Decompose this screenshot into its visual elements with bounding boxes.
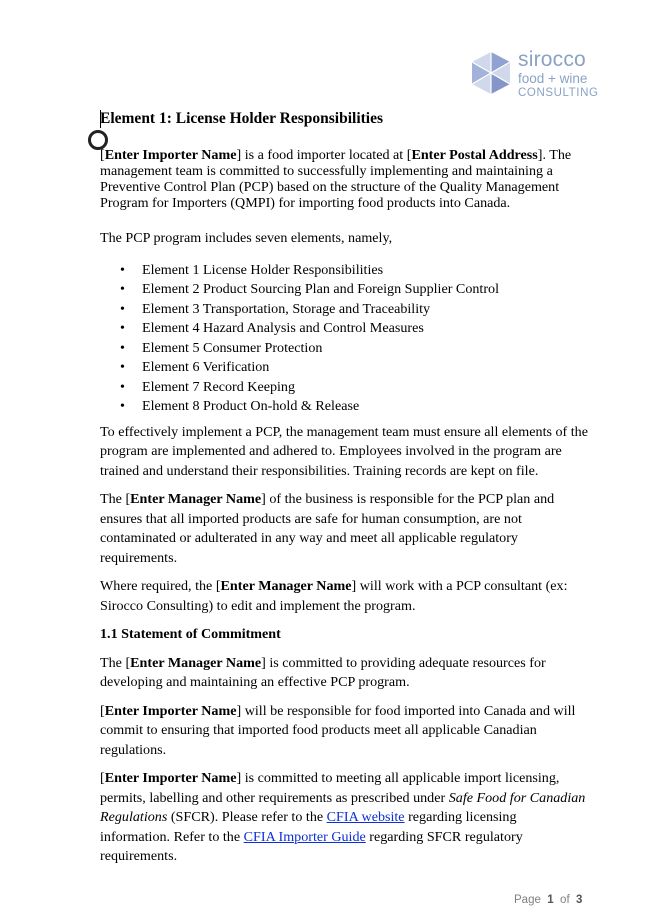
importer-name-placeholder: Enter Importer Name <box>104 770 237 786</box>
logo-consulting: CONSULTING <box>518 87 599 99</box>
logo-mark-icon <box>468 50 514 96</box>
cfia-website-link[interactable]: CFIA website <box>326 809 405 825</box>
list-item: • Element 8 Product On-hold & Release <box>142 397 590 417</box>
importer-responsibility-paragraph: [Enter Importer Name] will be responsible for food imported into Canada and will commit to ensuring that imported food products meet all applicable Canadian regulations. <box>100 702 576 758</box>
cfia-importer-guide-link[interactable]: CFIA Importer Guide <box>243 828 366 845</box>
list-item: • Element 1 License Holder Responsibilities <box>142 261 590 281</box>
elements-intro: The PCP program includes seven elements, namely, <box>100 230 393 246</box>
list-item: • Element 3 Transportation, Storage and Traceability <box>142 300 590 320</box>
consultant-paragraph: Where required, the [Enter Manager Name] will work with a PCP consultant (ex: Sirocco Consulting) to edit and implement the program. <box>100 578 568 614</box>
page-number: Page 1 of 3 <box>514 894 583 906</box>
commitment-paragraph: The [Enter Manager Name] is committed to providing adequate resources for developing and maintaining an effective PCP program. <box>100 654 546 690</box>
elements-list <box>100 261 590 417</box>
logo-brand: sirocco <box>518 48 586 71</box>
importer-name-placeholder: Enter Importer Name <box>104 147 237 163</box>
postal-address-placeholder: Enter Postal Address <box>411 147 538 163</box>
manager-name-placeholder: Enter Manager Name <box>130 654 262 671</box>
document-body[interactable] <box>100 109 590 876</box>
list-item: • Element 6 Verification <box>142 358 590 378</box>
company-logo <box>468 48 599 102</box>
list-item: • Element 4 Hazard Analysis and Control Measures <box>142 319 590 339</box>
list-item: • Element 2 Product Sourcing Plan and Foreign Supplier Control <box>142 280 590 300</box>
implementation-paragraph: To effectively implement a PCP, the management team must ensure all elements of the program are implemented and adhered to. Employees involved in the program are trained and understand their responsibilities. Training records are kept on file. <box>100 423 588 479</box>
list-item: • Element 7 Record Keeping <box>142 378 590 398</box>
regulation-title: Safe Food for Canadian Regulations <box>100 789 586 825</box>
list-item: • Element 5 Consumer Protection <box>142 339 590 359</box>
licensing-paragraph: [Enter Importer Name] is committed to meeting all applicable import licensing, permits, labelling and other requirements as prescribed under Safe Food for Canadian Regulations (SFCR). Please refer to the CFIA website regarding licensing information. Refer to the CFIA Importer Guide regarding SFCR regulatory requirements. <box>100 770 586 864</box>
intro-paragraph: [Enter Importer Name] is a food importer located at [Enter Postal Address]. The management team is committed to successfully implementing and maintaining a Preventive Control Plan (PCP) based on the structure of the Quality Management Program for Importers (QMPI) for importing food products into Canada. <box>100 147 572 211</box>
importer-name-placeholder: Enter Importer Name <box>104 702 237 719</box>
manager-name-placeholder: Enter Manager Name <box>220 578 352 594</box>
section-heading: 1.1 Statement of Commitment <box>100 626 281 642</box>
logo-tagline: food + wine <box>518 71 588 86</box>
manager-name-placeholder: Enter Manager Name <box>130 491 262 507</box>
manager-responsibility-paragraph: The [Enter Manager Name] of the business is responsible for the PCP plan and ensures that all imported products are safe for human consumption, are not contaminated or adulterated in any way and meet all applicable regulatory requirements. <box>100 491 555 566</box>
page-title: Element 1: License Holder Responsibilities <box>100 110 384 127</box>
